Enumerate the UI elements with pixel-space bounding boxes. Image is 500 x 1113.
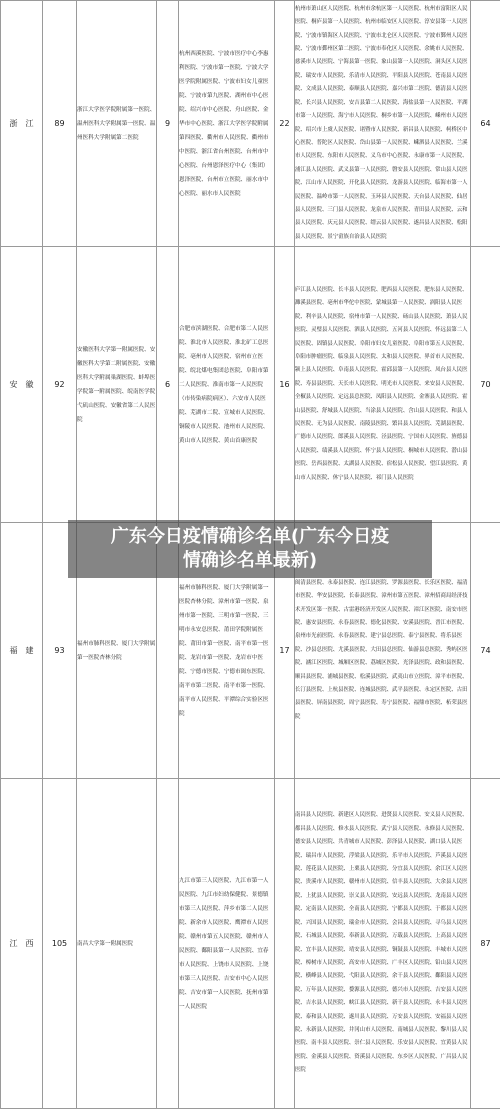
hospital-list-c: 闽清县医院、永泰县医院、连江县医院、罗源县医院、长乐区医院、福清市医院、华安县医院、长泰县医院、漳州市第五医院、漳州招商局经济技术开发区第一医院、古雷港经济开发区人民医院、漳江区医院、南安市医院、惠安县医院、永春县医院、德化县医院、安溪县医院、晋江市医院、泉州市光前医院、永春县医院、建宁县总医院、泰宁县医院、将乐县医院、沙县总医院、尤溪县医院、大田县总医院、仙游县总医院、秀屿区医院、涵江区医院、城厢区医院、荔城区医院、光泽县医院、政和县医院、顺昌县医院、浦城县医院、松溪县医院、武夷山市立医院、漳平市医院、长汀县医院、上杭县医院、连城县医院、武平县医院、永定区医院、古田县医院、屏南县医院、周宁县医院、寿宁县医院、福鼎市医院、柘荣县医院	[295, 523, 471, 779]
table-row	[1, 779, 500, 1109]
hospital-list-a: 南昌大学第一附属医院	[77, 779, 157, 1109]
count-cell-b	[157, 779, 179, 1109]
count-cell-c	[275, 779, 295, 1109]
watermark-banner	[68, 520, 432, 578]
hospital-list-b: 福州市肺科医院、厦门大学附属第一医院杏林分院、漳州市第一医院、泉州市第一医院、三明市第一医院、三明市永安总医院、莆田学院附属医院、莆田市第一医院、南平市第一医院、龙岩市第一医院、龙岩市中医院、宁德市医院、宁德市闽东医院、南平市第二医院、南平市第一医院、南平市人民医院、平潭综合实验区医院	[179, 523, 275, 779]
count-cell-a: 105	[43, 779, 77, 1109]
watermark-line-1: 广东今日疫情确诊名单(广东今日疫	[110, 526, 390, 547]
hospital-list-c: 杭州市萧山区人民医院、杭州市余杭区第一人民医院、杭州市富阳区人民医院、桐庐县第一人民医院、杭州市临安区人民医院、淳安县第一人民医院、宁波市镇海区人民医院、宁波市北仑区人民医院、宁波市鄞州人民医院、宁波市鄞州区第二医院、宁波市奉化区人民医院、余姚市人民医院、慈溪市人民医院、宁海县第一医院、象山县第一人民医院、洞头区人民医院、瑞安市人民医院、乐清市人民医院、平阳县人民医院、苍南县人民医院、文成县人民医院、泰顺县人民医院、嘉兴市第二医院、德清县人民医院、长兴县人民医院、安吉县第二人民医院、海盐县第一人民医院、平湖市第一人民医院、海宁市人民医院、桐乡市第一人民医院、嵊州市人民医院、绍兴市上虞人民医院、诸暨市人民医院、新昌县人民医院、柯桥区中心医院、普陀区人民医院、岱山县第一人民医院、嵊泗县人民医院、兰溪市人民医院、东阳市人民医院、义乌市中心医院、永康市第一人民医院、浦江县人民医院、武义县第一人民医院、磐安县人民医院、常山县人民医院、江山市人民医院、开化县人民医院、龙游县人民医院、临海市第一人民医院、温岭市第一人民医院、玉环县人民医院、天台县人民医院、仙居县人民医院、三门县人民医院、龙泉市人民医院、青田县人民医院、云和县人民医院、庆元县人民医院、缙云县人民医院、遂昌县人民医院、松阳县人民医院、景宁畲族自治县人民医院	[295, 1, 471, 247]
hospital-list-c: 庐江县人民医院、长丰县人民医院、肥西县人民医院、肥东县人民医院、濉溪县医院、亳州市华佗中医院、蒙城县第一人民医院、涡阳县人民医院、利辛县人民医院、宿州市第一人民医院、砀山县人民医院、萧县人民医院、灵璧县人民医院、泗县人民医院、五河县人民医院、怀远县第二人民医院、固镇县人民医院、阜阳市妇女儿童医院、阜阳市第五人民医院、阜阳市肿瘤医院、临泉县人民医院、太和县人民医院、界首市人民医院、颍上县人民医院、阜南县人民医院、霍邱县第一人民医院、凤台县人民医院、寿县县医院、天长市人民医院、明光市人民医院、来安县人民医院、全椒县人民医院、定远县总医院、凤阳县人民医院、金寨县人民医院、霍山县医院、舒城县人民医院、当涂县人民医院、含山县人民医院、和县人民医院、无为县人民医院、南陵县医院、繁昌县人民医院、芜湖县医院、广德市人民医院、郎溪县人民医院、泾县医院、宁国市人民医院、旌德县人民医院、绩溪县人民医院、怀宁县人民医院、桐城市人民医院、潜山县医院、岳西县医院、太湖县人民医院、宿松县人民医院、望江县医院、黄山市人民医院、休宁县人民医院、祁门县人民医院	[295, 247, 471, 523]
watermark-line-2: 情确诊名单最新)	[182, 550, 318, 571]
province-cell: 江 西	[1, 779, 43, 1109]
count-cell-d: 74	[471, 523, 500, 779]
hospital-list-b: 合肥市滨湖医院、合肥市第二人民医院、淮北市人民医院、淮北矿工总医院、亳州市人民医院、宿州市立医院、皖北煤电集团总医院、阜阳市第二人民医院、淮南市第一人民医院（市传染病院病区）、六安市人民医院、芜湖市二院、宣城市人民医院、铜陵市人民医院、池州市人民医院、黄山市人民医院、黄山首康医院	[179, 247, 275, 523]
province-cell: 浙 江	[1, 1, 43, 247]
watermark-text	[111, 525, 389, 573]
count-cell-a: 89	[43, 1, 77, 247]
hospital-list-b: 杭州西溪医院、宁波市医疗中心李惠利医院、宁波市第一医院、宁波大学医学院附属医院、宁波市妇女儿童医院、宁波市第九医院、湖州市中心医院、绍兴市中心医院、舟山医院、金华市中心医院、浙江大学医学院附属第四医院、衢州市人民医院、衢州市中医院、浙江省台州医院、台州市中心医院、台州恩泽医疗中心（集团）恩泽医院、台州市立医院、丽水市中心医院、丽水市人民医院	[179, 1, 275, 247]
count-cell-d: 64	[471, 1, 500, 247]
count-cell-d: 87	[471, 779, 500, 1109]
province-cell: 福 建	[1, 523, 43, 779]
count-cell-a: 92	[43, 247, 77, 523]
count-cell-d: 70	[471, 247, 500, 523]
province-cell: 安 徽	[1, 247, 43, 523]
count-cell-c: 17	[275, 523, 295, 779]
table-row	[1, 247, 500, 523]
count-cell-b: 9	[157, 1, 179, 247]
hospital-list-a: 浙江大学医学院附属第一医院、温州医科大学附属第一医院、温州医科大学附属第二医院	[77, 1, 157, 247]
table-row	[1, 1, 500, 247]
count-cell-b: 6	[157, 247, 179, 523]
hospital-list-a: 安徽医科大学第一附属医院、安徽医科大学第二附属医院、安徽医科大学附属巢湖医院、蚌埠医学院第一附属医院、皖南医学院弋矶山医院、安徽省第二人民医院	[77, 247, 157, 523]
count-cell-c: 22	[275, 1, 295, 247]
count-cell-c: 16	[275, 247, 295, 523]
hospital-list-c: 南昌县人民医院、新建区人民医院、进贤县人民医院、安义县人民医院、都昌县人民医院、修水县人民医院、武宁县人民医院、永修县人民医院、德安县人民医院、共青城市人民医院、彭泽县人民医院、湖口县人民医院、瑞昌市人民医院、浮梁县人民医院、乐平市人民医院、芦溪县人民医院、莲花县人民医院、上栗县人民医院、分宜县人民医院、余江区人民医院、贵溪市人民医院、赣州市人民医院、信丰县人民医院、大余县人民医院、上犹县人民医院、崇义县人民医院、安远县人民医院、龙南县人民医院、定南县人民医院、全南县人民医院、宁都县人民医院、于都县人民医院、兴国县人民医院、瑞金市人民医院、会昌县人民医院、寻乌县人民医院、石城县人民医院、奉新县人民医院、万载县人民医院、上高县人民医院、宜丰县人民医院、靖安县人民医院、铜鼓县人民医院、丰城市人民医院、樟树市人民医院、高安市人民医院、广丰区人民医院、铅山县人民医院、横峰县人民医院、弋阳县人民医院、余干县人民医院、鄱阳县人民医院、万年县人民医院、婺源县人民医院、德兴市人民医院、吉安县人民医院、吉水县人民医院、峡江县人民医院、新干县人民医院、永丰县人民医院、泰和县人民医院、遂川县人民医院、万安县人民医院、安福县人民医院、永新县人民医院、井冈山市人民医院、南城县人民医院、黎川县人民医院、南丰县人民医院、崇仁县人民医院、乐安县人民医院、宜黄县人民医院、金溪县人民医院、资溪县人民医院、东乡区人民医院、广昌县人民医院	[295, 779, 471, 1109]
hospital-list-a: 福州市肺科医院、厦门大学附属第一医院杏林分院	[77, 523, 157, 779]
count-cell-a: 93	[43, 523, 77, 779]
hospital-list-b: 九江市第三人民医院、九江市第一人民医院、九江市妇幼保健院、景德镇市第三人民医院、萍乡市第二人民医院、新余市人民医院、鹰潭市人民医院、赣州市第五人民医院、赣州市人民医院、鄱阳县第一人民医院、宜春市人民医院、上饶市人民医院、上饶市第三人民医院、吉安市中心人民医院、吉安市第一人民医院、抚州市第一人民医院	[179, 779, 275, 1109]
